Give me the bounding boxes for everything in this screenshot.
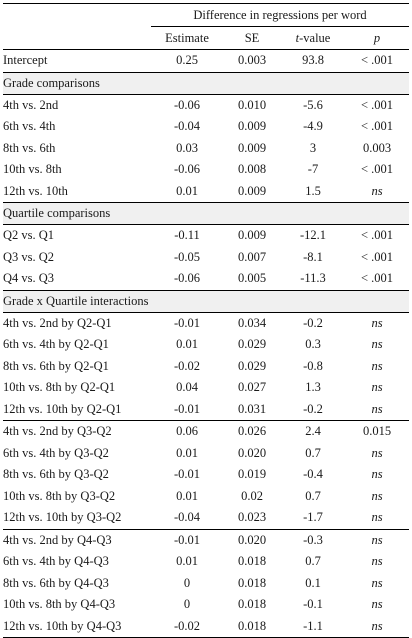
table-row xyxy=(3,247,409,269)
row-label: 10th vs. 8th by Q3-Q2 xyxy=(3,488,116,503)
ns-label: ns xyxy=(371,532,383,547)
row-label: 8th vs. 6th by Q3-Q2 xyxy=(3,467,109,482)
se-cell: 0.029 xyxy=(237,337,267,352)
estimate-cell: -0.06 xyxy=(151,94,223,116)
p-value-cell: 0.015 xyxy=(345,421,409,443)
col-header-estimate: Estimate xyxy=(165,30,209,45)
header-row-columns xyxy=(3,27,409,50)
table-row xyxy=(3,225,409,247)
ns-label: ns xyxy=(371,510,383,525)
group-header: Difference in regressions per word xyxy=(151,4,409,27)
estimate-cell: -0.01 xyxy=(151,529,223,551)
table-row xyxy=(3,399,409,421)
estimate-cell: 0.04 xyxy=(176,380,198,395)
t-value-cell: 1.5 xyxy=(305,183,321,198)
ns-label: ns xyxy=(371,488,383,503)
table-row xyxy=(3,312,409,334)
row-label: 4th vs. 2nd xyxy=(3,94,151,116)
table-row xyxy=(3,356,409,378)
se-cell: 0.009 xyxy=(237,140,267,155)
row-label: 10th vs. 8th xyxy=(3,162,62,177)
row-label: 6th vs. 4th by Q2-Q1 xyxy=(3,337,109,352)
t-value-cell: -1.1 xyxy=(281,616,345,638)
estimate-cell: 0.01 xyxy=(176,488,198,503)
p-value-cell xyxy=(345,486,409,508)
table-row xyxy=(3,138,409,160)
t-value-cell: -1.7 xyxy=(303,510,323,525)
se-cell: 0.008 xyxy=(237,162,267,177)
estimate-cell: 0.25 xyxy=(151,50,223,73)
row-label: 12th vs. 10th by Q2-Q1 xyxy=(3,401,122,416)
p-value-cell xyxy=(345,377,409,399)
row-label: Q2 vs. Q1 xyxy=(3,225,151,247)
ns-label: ns xyxy=(371,401,383,416)
estimate-cell: 0 xyxy=(183,575,191,590)
t-value-cell: -8.1 xyxy=(303,249,323,264)
se-cell: 0.009 xyxy=(223,225,281,247)
t-value-cell: 0.1 xyxy=(305,575,321,590)
row-label: 6th vs. 4th by Q3-Q2 xyxy=(3,445,109,460)
ns-label: ns xyxy=(371,445,383,460)
row-label: 6th vs. 4th by Q4-Q3 xyxy=(3,554,109,569)
p-value-cell: < .001 xyxy=(345,50,409,73)
header-row-group xyxy=(3,4,409,27)
intercept-row xyxy=(3,50,409,73)
row-label: 10th vs. 8th by Q2-Q1 xyxy=(3,380,116,395)
p-value-cell xyxy=(345,507,409,529)
t-value-cell: 93.8 xyxy=(281,50,345,73)
t-value-cell: -12.1 xyxy=(281,225,345,247)
section-title: Grade comparisons xyxy=(3,72,409,94)
t-value-cell: -7 xyxy=(307,162,319,177)
table-row xyxy=(3,594,409,616)
table-row xyxy=(3,573,409,595)
p-value-cell xyxy=(345,594,409,616)
table-row xyxy=(3,116,409,138)
se-cell: 0.023 xyxy=(237,510,267,525)
p-value-cell xyxy=(345,181,409,203)
se-cell: 0.005 xyxy=(237,271,267,286)
estimate-cell: -0.04 xyxy=(173,119,201,134)
col-header-t-value xyxy=(281,27,345,50)
table-row xyxy=(3,94,409,116)
t-value-cell: 2.4 xyxy=(281,421,345,443)
t-value-cell: -11.3 xyxy=(300,271,326,286)
t-value-cell: -0.2 xyxy=(303,401,323,416)
estimate-cell: -0.04 xyxy=(173,510,201,525)
se-cell: 0.020 xyxy=(223,529,281,551)
p-value-cell xyxy=(345,551,409,573)
t-value-cell: -4.9 xyxy=(303,119,323,134)
p-value-cell xyxy=(345,356,409,378)
p-value-cell xyxy=(345,334,409,356)
p-value-cell xyxy=(345,573,409,595)
t-value-cell: 0.7 xyxy=(305,445,321,460)
row-label: 4th vs. 2nd by Q4-Q3 xyxy=(3,529,151,551)
p-value-cell: < .001 xyxy=(360,119,394,134)
ns-label: ns xyxy=(371,337,383,352)
table-row xyxy=(3,529,409,551)
se-cell: 0.007 xyxy=(237,249,267,264)
row-label: 8th vs. 6th by Q4-Q3 xyxy=(3,575,109,590)
p-value-cell: < .001 xyxy=(345,94,409,116)
row-label: Intercept xyxy=(3,50,151,73)
section-header-row xyxy=(3,203,409,225)
t-symbol: t xyxy=(295,30,300,45)
table-row xyxy=(3,159,409,181)
t-value-cell: 0.7 xyxy=(305,488,321,503)
t-value-cell: 1.3 xyxy=(305,380,321,395)
row-label: 6th vs. 4th xyxy=(3,119,56,134)
se-cell: 0.018 xyxy=(237,597,267,612)
estimate-cell: -0.01 xyxy=(151,312,223,334)
se-cell: 0.026 xyxy=(223,421,281,443)
se-cell: 0.018 xyxy=(223,616,281,638)
section-header-row xyxy=(3,72,409,94)
se-cell: 0.018 xyxy=(237,554,267,569)
se-cell: 0.003 xyxy=(223,50,281,73)
se-cell: 0.009 xyxy=(237,183,267,198)
regression-table xyxy=(3,3,409,638)
ns-label: ns xyxy=(371,358,383,373)
table-row xyxy=(3,507,409,529)
row-label: 4th vs. 2nd by Q3-Q2 xyxy=(3,421,151,443)
col-header-se: SE xyxy=(244,30,260,45)
section-title: Quartile comparisons xyxy=(3,203,409,225)
estimate-cell: -0.06 xyxy=(173,162,201,177)
estimate-cell: 0.01 xyxy=(176,445,198,460)
estimate-cell: -0.01 xyxy=(173,401,201,416)
t-value-cell: 0.3 xyxy=(305,337,321,352)
p-value-cell: < .001 xyxy=(360,249,394,264)
p-value-cell xyxy=(345,529,409,551)
estimate-cell: -0.11 xyxy=(151,225,223,247)
t-value-cell: -0.8 xyxy=(303,358,323,373)
estimate-cell: 0.06 xyxy=(151,421,223,443)
se-cell: 0.02 xyxy=(241,488,263,503)
p-value-cell: < .001 xyxy=(360,271,394,286)
table-row xyxy=(3,268,409,290)
row-label: 4th vs. 2nd by Q2-Q1 xyxy=(3,312,151,334)
ns-label: ns xyxy=(371,315,383,330)
table-row xyxy=(3,377,409,399)
estimate-cell: -0.01 xyxy=(173,467,201,482)
table-row xyxy=(3,486,409,508)
estimate-cell: 0.01 xyxy=(176,337,198,352)
row-label: 12th vs. 10th xyxy=(3,183,68,198)
row-label: 8th vs. 6th xyxy=(3,140,56,155)
section-header-row xyxy=(3,290,409,312)
estimate-cell: -0.02 xyxy=(151,616,223,638)
se-cell: 0.019 xyxy=(237,467,267,482)
table-row xyxy=(3,181,409,203)
p-value-cell: 0.003 xyxy=(362,140,392,155)
estimate-cell: -0.06 xyxy=(173,271,201,286)
col-header-p xyxy=(345,27,409,50)
ns-label: ns xyxy=(371,575,383,590)
se-cell: 0.009 xyxy=(237,119,267,134)
header-label-cell xyxy=(3,27,151,50)
ns-label: ns xyxy=(371,380,383,395)
header-empty-cell xyxy=(3,4,151,27)
p-value-cell xyxy=(345,399,409,421)
ns-label: ns xyxy=(371,618,383,633)
row-label: 12th vs. 10th by Q4-Q3 xyxy=(3,616,151,638)
estimate-cell: -0.02 xyxy=(173,358,201,373)
ns-label: ns xyxy=(371,554,383,569)
table-row xyxy=(3,551,409,573)
se-cell: 0.027 xyxy=(237,380,267,395)
row-label: Q3 vs. Q2 xyxy=(3,249,55,264)
t-value-cell: -5.6 xyxy=(281,94,345,116)
ns-label: ns xyxy=(371,183,383,198)
table-row xyxy=(3,616,409,638)
se-cell: 0.029 xyxy=(237,358,267,373)
estimate-cell: 0.03 xyxy=(176,140,198,155)
se-cell: 0.018 xyxy=(237,575,267,590)
table-body xyxy=(3,50,409,638)
t-value-cell: 0.7 xyxy=(305,554,321,569)
table-row xyxy=(3,421,409,443)
estimate-cell: -0.05 xyxy=(173,249,201,264)
t-value-cell: -0.2 xyxy=(281,312,345,334)
t-value-suffix: -value xyxy=(299,30,331,45)
estimate-cell: 0.01 xyxy=(176,183,198,198)
row-label: 10th vs. 8th by Q4-Q3 xyxy=(3,597,116,612)
row-label: 12th vs. 10th by Q3-Q2 xyxy=(3,510,122,525)
table-row xyxy=(3,464,409,486)
p-value-cell xyxy=(345,464,409,486)
table-row xyxy=(3,443,409,465)
p-value-cell xyxy=(345,443,409,465)
p-value-cell xyxy=(345,312,409,334)
t-value-cell: -0.4 xyxy=(303,467,323,482)
row-label: Q4 vs. Q3 xyxy=(3,271,55,286)
row-label: 8th vs. 6th by Q2-Q1 xyxy=(3,358,109,373)
p-symbol: p xyxy=(373,30,381,45)
ns-label: ns xyxy=(371,467,383,482)
se-cell: 0.031 xyxy=(237,401,267,416)
se-cell: 0.010 xyxy=(223,94,281,116)
section-title: Grade x Quartile interactions xyxy=(3,290,409,312)
p-value-cell: < .001 xyxy=(345,225,409,247)
t-value-cell: 3 xyxy=(309,140,317,155)
p-value-cell: < .001 xyxy=(360,162,394,177)
estimate-cell: 0 xyxy=(183,597,191,612)
estimate-cell: 0.01 xyxy=(176,554,198,569)
ns-label: ns xyxy=(371,597,383,612)
table-row xyxy=(3,334,409,356)
t-value-cell: -0.3 xyxy=(281,529,345,551)
t-value-cell: -0.1 xyxy=(303,597,323,612)
p-value-cell xyxy=(345,616,409,638)
se-cell: 0.020 xyxy=(237,445,267,460)
se-cell: 0.034 xyxy=(223,312,281,334)
